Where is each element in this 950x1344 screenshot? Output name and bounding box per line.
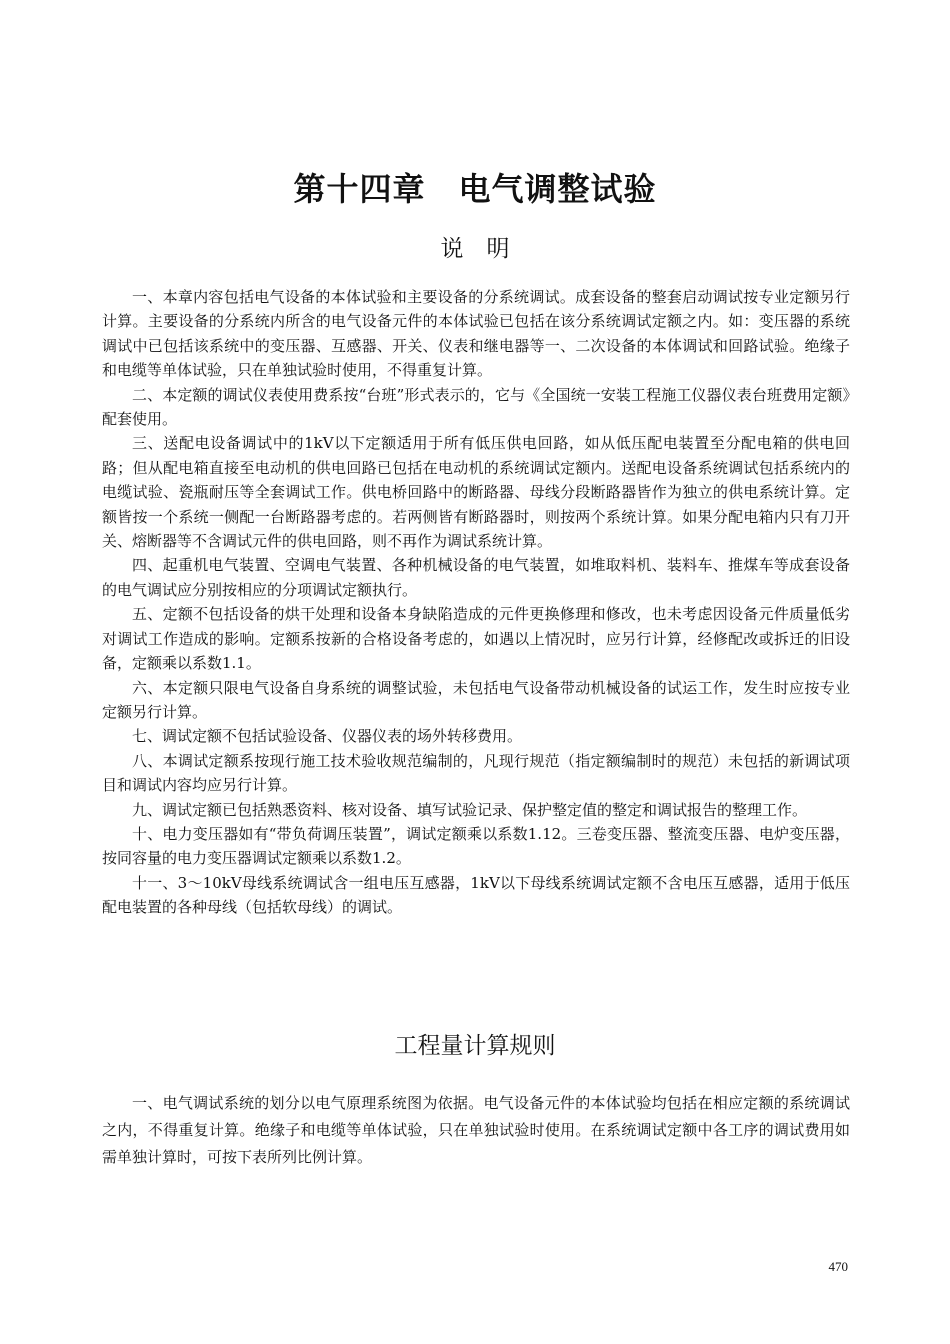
- paragraph-5: 五、定额不包括设备的烘干处理和设备本身缺陷造成的元件更换修理和修改，也未考虑因设备元件质量低劣对调试工作造成的影响。定额系按新的合格设备考虑的，如遇以上情况时，应另行计算，经修配改或拆迁的旧设备，定额乘以系数1.1。: [102, 605, 850, 673]
- paragraph-1: 一、本章内容包括电气设备的本体试验和主要设备的分系统调试。成套设备的整套启动调试按专业定额另行计算。主要设备的分系统内所含的电气设备元件的本体试验已包括在该分系统调试定额之内。如：变压器的系统调试中已包括该系统中的变压器、互感器、开关、仪表和继电器等一、二次设备的本体调试和回路试验。绝缘子和电缆等单体试验，只在单独试验时使用，不得重复计算。: [102, 288, 850, 380]
- paragraph-8: 八、本调试定额系按现行施工技术验收规范编制的，凡现行规范（指定额编制时的规范）未包括的新调试项目和调试内容均应另行计算。: [102, 751, 850, 795]
- paragraph-2: 二、本定额的调试仪表使用费系按“台班”形式表示的，它与《全国统一安装工程施工仪器仪表台班费用定额》配套使用。: [102, 385, 850, 429]
- paragraph-3: 三、送配电设备调试中的1kV以下定额适用于所有低压供电回路，如从低压配电装置至分配电箱的供电回路；但从配电箱直接至电动机的供电回路已包括在电动机的系统调试定额内。送配电设备系统调试包括系统内的电缆试验、瓷瓶耐压等全套调试工作。供电桥回路中的断路器、母线分段断路器皆作为独立的供电系统计算。定额皆按一个系统一侧配一台断路器考虑的。若两侧皆有断路器时，则按两个系统计算。如果分配电箱内只有刀开关、熔断器等不含调试元件的供电回路，则不再作为调试系统计算。: [102, 434, 850, 551]
- paragraph-6: 六、本定额只限电气设备自身系统的调整试验，未包括电气设备带动机械设备的试运工作，发生时应按专业定额另行计算。: [102, 678, 850, 721]
- paragraph-7: 七、调试定额不包括试验设备、仪器仪表的场外转移费用。: [132, 727, 523, 746]
- paragraph-9: 九、调试定额已包括熟悉资料、核对设备、填写试验记录、保护整定值的整定和调试报告的整理工作。: [132, 800, 808, 819]
- rules-body: [102, 1090, 850, 1171]
- chapter-title: 第十四章 电气调整试验: [293, 170, 657, 208]
- explanation-body: [102, 285, 850, 920]
- rules-title: 工程量计算规则: [394, 1033, 556, 1059]
- paragraph-10: 十、电力变压器如有“带负荷调压装置”，调试定额乘以系数1.12。三卷变压器、整流变压器、电炉变压器，按同容量的电力变压器调试定额乘以系数1.2。: [102, 824, 850, 868]
- paragraph-11: 十一、3～10kV母线系统调试含一组电压互感器，1kV以下母线系统调试定额不含电压互感器，适用于低压配电装置的各种母线（包括软母线）的调试。: [102, 873, 850, 917]
- section-title: 说 明: [440, 236, 510, 262]
- rules-paragraph-1: 一、电气调试系统的划分以电气原理系统图为依据。电气设备元件的本体试验均包括在相应定额的系统调试之内，不得重复计算。绝缘子和电缆等单体试验，只在单独试验时使用。在系统调试定额中各工序的调试费用如需单独计算时，可按下表所列比例计算。: [102, 1094, 850, 1166]
- page-number: 470: [828, 1259, 848, 1274]
- paragraph-4: 四、起重机电气装置、空调电气装置、各种机械设备的电气装置，如堆取料机、装料车、推煤车等成套设备的电气调试应分别按相应的分项调试定额执行。: [102, 556, 850, 599]
